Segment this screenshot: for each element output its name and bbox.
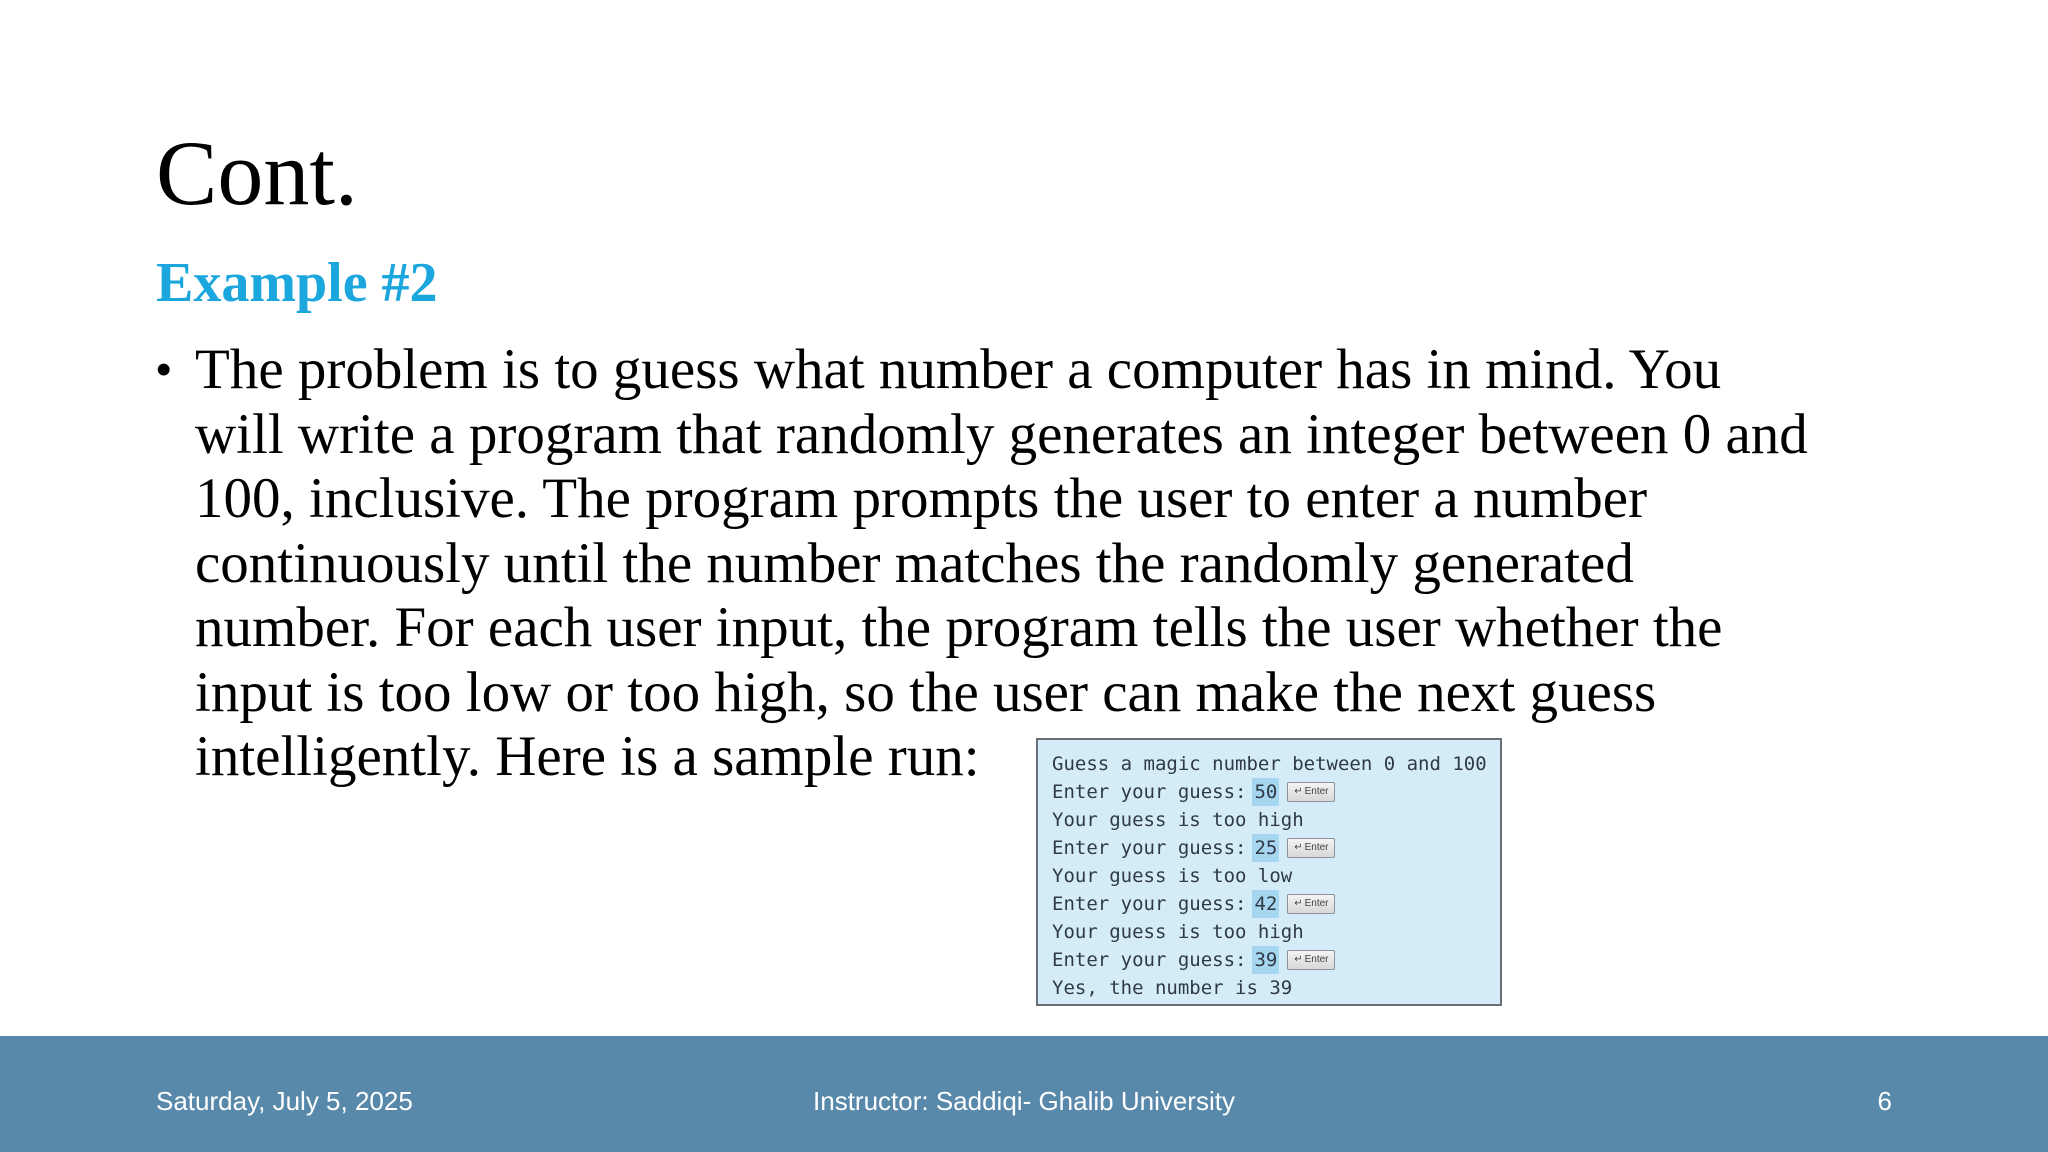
console-line (1052, 806, 1500, 834)
example-heading: Example #2 (156, 252, 438, 314)
body-line: intelligently. Here is a sample run: (195, 725, 980, 788)
console-output: Guess a magic number between 0 and 100 (1052, 753, 1487, 775)
console-prompt: Enter your guess: (1052, 893, 1247, 915)
enter-key-icon (1287, 782, 1335, 802)
body-line: number. For each user input, the program tells the user whether the (195, 596, 1723, 659)
slide-number: 6 (1877, 1086, 1892, 1116)
console-prompt: Enter your guess: (1052, 781, 1247, 803)
enter-key-label: Enter (1304, 954, 1329, 965)
user-input-value: 39 (1252, 946, 1279, 974)
console-line (1052, 862, 1500, 890)
console-line (1052, 918, 1500, 946)
problem-description (195, 338, 1915, 790)
body-line: input is too low or too high, so the user can make the next guess (195, 660, 1657, 724)
body-line: will write a program that randomly generates an integer between 0 and (195, 402, 1808, 466)
console-output: Your guess is too low (1052, 865, 1293, 887)
console-output: Your guess is too high (1052, 809, 1304, 831)
enter-key-label: Enter (1304, 842, 1329, 853)
user-input-value: 50 (1252, 778, 1279, 806)
user-input-value: 25 (1252, 834, 1279, 862)
slide-title: Cont. (156, 122, 358, 224)
enter-key-label: Enter (1304, 786, 1329, 797)
console-line (1052, 890, 1500, 918)
console-prompt: Enter your guess: (1052, 949, 1247, 971)
console-line (1052, 834, 1500, 862)
body-line: The problem is to guess what number a computer has in mind. You (195, 338, 1722, 401)
enter-key-label: Enter (1304, 898, 1329, 909)
footer-date: Saturday, July 5, 2025 (156, 1086, 413, 1116)
body-line: continuously until the number matches the randomly generated (195, 531, 1634, 595)
sample-run-console (1036, 738, 1502, 1006)
return-arrow-icon: ↵ (1294, 842, 1303, 853)
footer-instructor: Instructor: Saddiqi- Ghalib University (813, 1086, 1235, 1116)
return-arrow-icon: ↵ (1294, 786, 1303, 797)
bullet-marker: • (156, 345, 172, 394)
return-arrow-icon: ↵ (1294, 954, 1303, 965)
enter-key-icon (1287, 950, 1335, 970)
enter-key-icon (1287, 894, 1335, 914)
console-line (1052, 750, 1500, 778)
console-prompt: Enter your guess: (1052, 837, 1247, 859)
console-line (1052, 974, 1500, 1002)
body-line: 100, inclusive. The program prompts the user to enter a number (195, 467, 1648, 530)
user-input-value: 42 (1252, 890, 1279, 918)
console-line (1052, 946, 1500, 974)
console-line (1052, 778, 1500, 806)
enter-key-icon (1287, 838, 1335, 858)
console-output: Yes, the number is 39 (1052, 977, 1293, 999)
return-arrow-icon: ↵ (1294, 898, 1303, 909)
console-output: Your guess is too high (1052, 921, 1304, 943)
